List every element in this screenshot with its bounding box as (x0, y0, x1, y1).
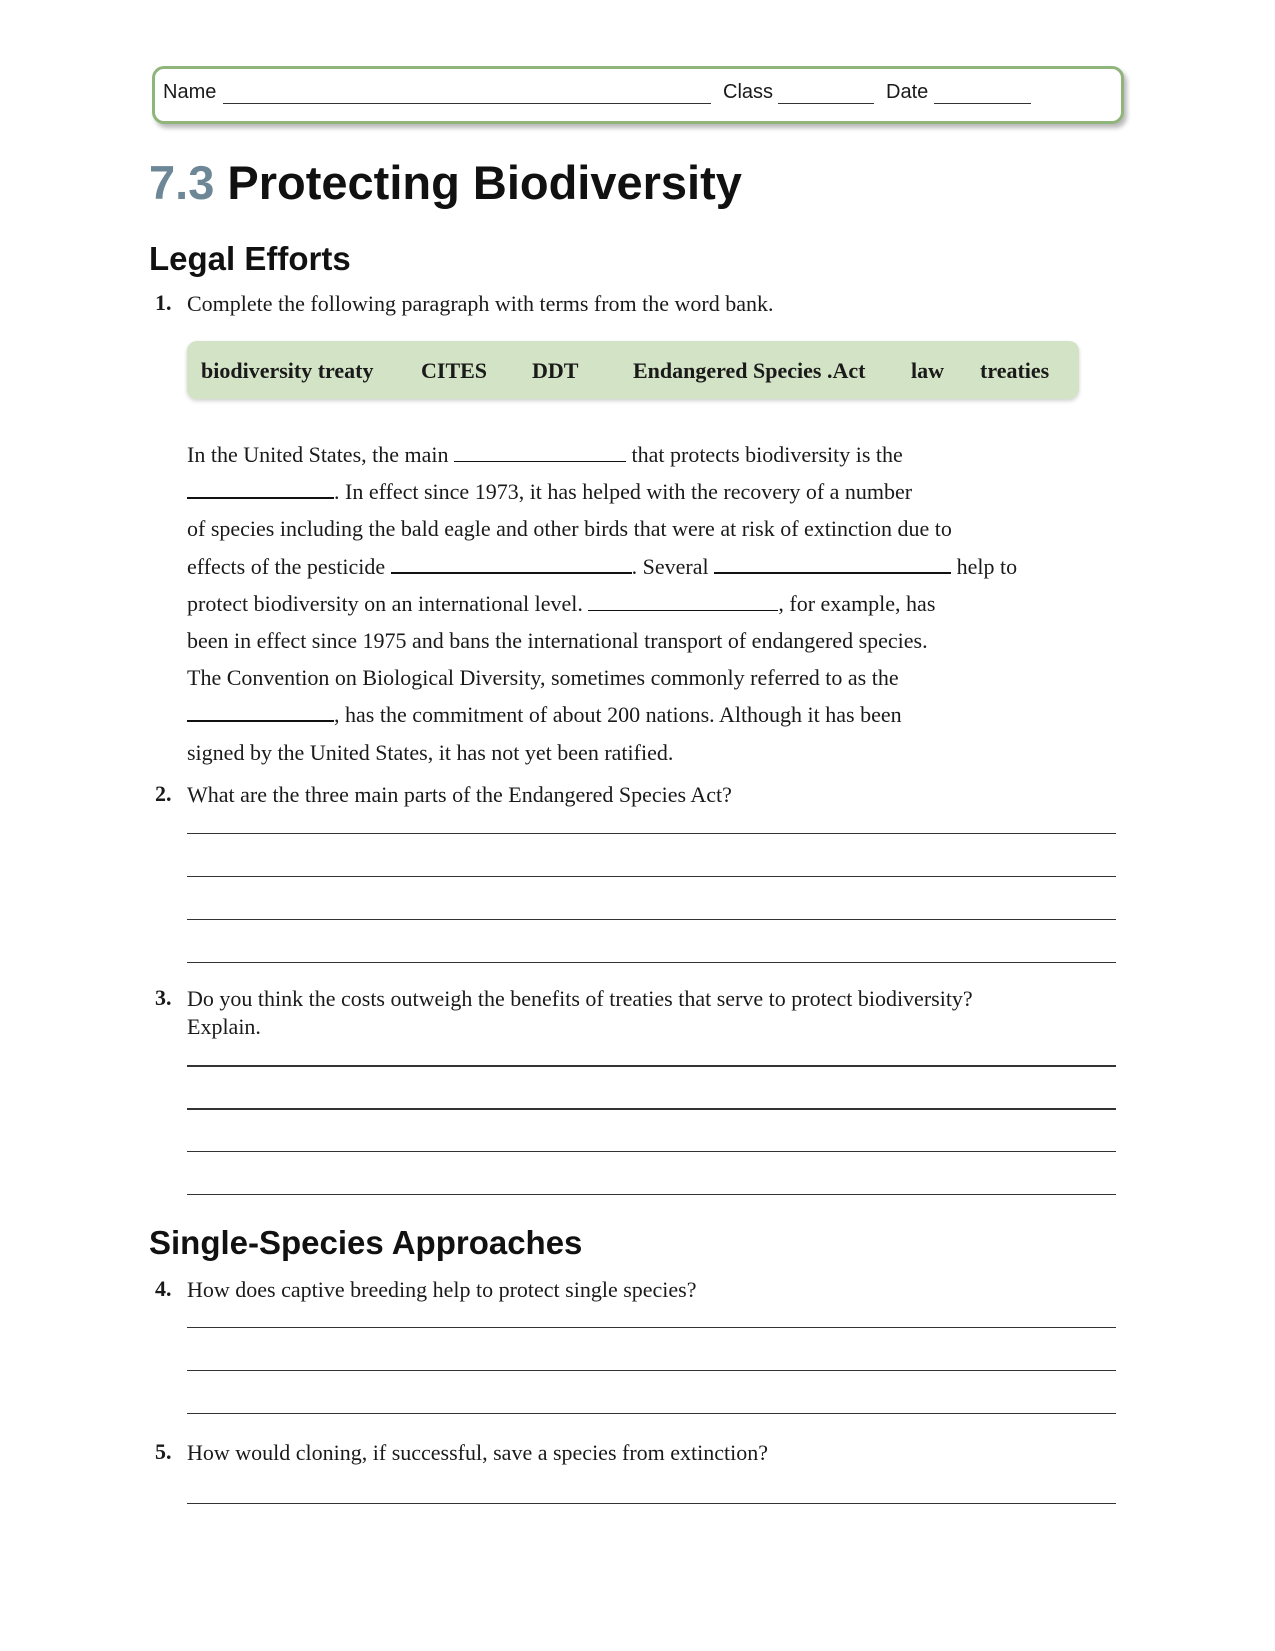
paragraph-text: In the United States, the main (187, 442, 449, 467)
name-label: Name (163, 81, 217, 103)
heading-single-species: Single-Species Approaches (149, 1224, 583, 1261)
word-bank-term: biodiversity treaty (201, 358, 374, 383)
answer-line[interactable] (187, 1108, 1116, 1110)
answer-line[interactable] (187, 962, 1116, 963)
blank-3-input[interactable] (391, 548, 632, 574)
question-5-number: 5. (155, 1439, 172, 1464)
question-4-number: 4. (155, 1276, 172, 1301)
name-field[interactable] (223, 103, 711, 104)
date-label: Date (886, 81, 929, 103)
blank-4-input[interactable] (714, 548, 951, 574)
answer-line[interactable] (187, 1370, 1116, 1371)
paragraph-text: effects of the pesticide (187, 553, 386, 579)
answer-line[interactable] (187, 1327, 1116, 1328)
paragraph-text: . Several (631, 553, 709, 579)
question-4-text: How does captive breeding help to protect single species? (187, 1277, 697, 1302)
page-title (149, 155, 742, 210)
class-label: Class (723, 81, 774, 103)
answer-line[interactable] (187, 1194, 1116, 1195)
fill-in-paragraph (187, 436, 1017, 771)
blank-5-input[interactable] (588, 586, 778, 611)
question-2-text: What are the three main parts of the Endangered Species Act? (187, 782, 732, 807)
answer-line[interactable] (187, 1413, 1116, 1414)
blank-6-input[interactable] (187, 696, 334, 722)
word-bank (187, 341, 1079, 399)
section-number: 7.3 (149, 156, 215, 209)
question-2-number: 2. (155, 781, 172, 806)
answer-line[interactable] (187, 1503, 1116, 1504)
paragraph-text: signed by the United States, it has not yet been ratified. (187, 739, 674, 765)
paragraph-text: , for example, has (778, 590, 936, 616)
paragraph-text: , has the commitment of about 200 nations. Although it has been (334, 702, 902, 728)
heading-legal-efforts: Legal Efforts (149, 240, 351, 277)
word-bank-term: Endangered Species .Act (633, 358, 866, 383)
paragraph-text: protect biodiversity on an international level. (187, 590, 583, 616)
answer-line[interactable] (187, 833, 1116, 834)
question-1-text: Complete the following paragraph with terms from the word bank. (187, 291, 774, 316)
paragraph-text: help to (956, 553, 1018, 579)
question-3-number: 3. (155, 985, 172, 1010)
paragraph-text: been in effect since 1975 and bans the international transport of endangered species. (187, 627, 928, 653)
question-3-text-line2: Explain. (187, 1014, 261, 1039)
date-field[interactable] (934, 103, 1031, 104)
word-bank-term: CITES (421, 358, 488, 383)
answer-line[interactable] (187, 1065, 1116, 1067)
blank-2-input[interactable] (187, 473, 334, 499)
question-5-text: How would cloning, if successful, save a species from extinction? (187, 1440, 769, 1465)
blank-1-input[interactable] (454, 437, 626, 462)
answer-line[interactable] (187, 1151, 1116, 1152)
paragraph-text: . In effect since 1973, it has helped with the recovery of a number (334, 479, 913, 505)
paragraph-text: that protects biodiversity is the (631, 442, 903, 467)
word-bank-term: treaties (980, 358, 1050, 383)
title-text: Protecting Biodiversity (227, 156, 742, 209)
paragraph-text: of species including the bald eagle and other birds that were at risk of extinction due to (187, 516, 952, 542)
student-info-box (152, 66, 1124, 124)
word-bank-term: DDT (532, 358, 579, 383)
question-1-number: 1. (155, 290, 172, 315)
paragraph-text: The Convention on Biological Diversity, sometimes commonly referred to as the (187, 665, 899, 691)
question-3-text-line1: Do you think the costs outweigh the benefits of treaties that serve to protect biodiversity? (187, 986, 973, 1011)
word-bank-term: law (911, 358, 944, 383)
class-field[interactable] (778, 103, 874, 104)
answer-line[interactable] (187, 876, 1116, 877)
answer-line[interactable] (187, 919, 1116, 920)
